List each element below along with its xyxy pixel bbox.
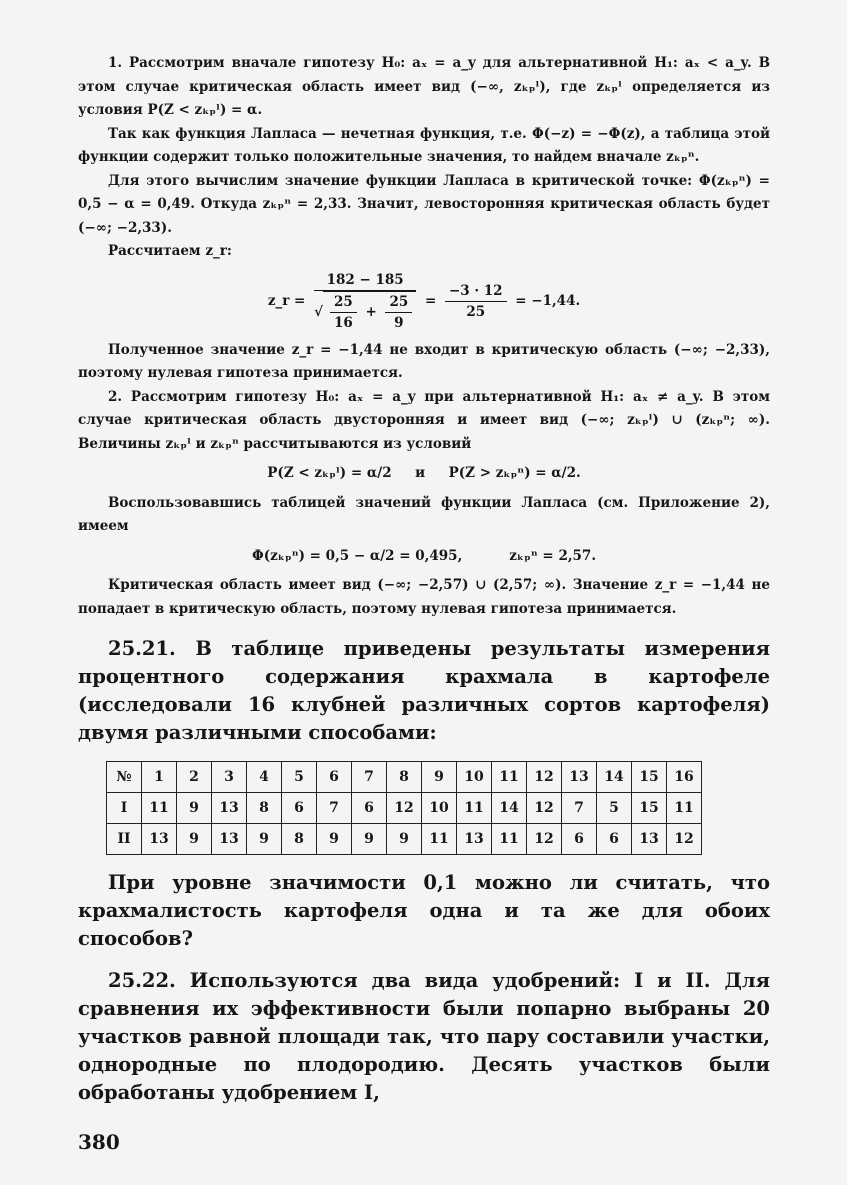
table-cell: 9	[352, 824, 387, 855]
table-cell: 11	[142, 793, 177, 824]
paragraph: 1. Рассмотрим вначале гипотезу H₀: aₓ = a_y для альтернативной H₁: aₓ < a_y. В этом случае критическая область имеет вид (−∞, zₖₚˡ), где zₖₚˡ определяется из условия P(Z < zₖₚˡ) = α.	[78, 55, 770, 118]
fraction-numerator: 182 − 185	[314, 270, 416, 291]
formula-lhs: z_r =	[267, 292, 306, 309]
problem-question	[78, 869, 770, 953]
table-cell: 7	[562, 793, 597, 824]
table-cell: 6	[317, 762, 352, 793]
table-cell: 13	[457, 824, 492, 855]
table-row	[107, 793, 702, 824]
table-cell: 13	[212, 824, 247, 855]
starch-table	[106, 761, 702, 855]
table-cell: 12	[527, 762, 562, 793]
fraction	[385, 292, 412, 333]
problem-statement	[78, 967, 770, 1107]
solution-text	[78, 52, 770, 621]
problem-text: В таблице приведены результаты измерения процентного содержания крахмала в картофеле (исследовали 16 клубней различных сортов картофеля) двумя различными способами:	[78, 637, 770, 744]
table-cell: 11	[492, 824, 527, 855]
condition-formula: P(Z < zₖₚˡ) = α/2 и P(Z > zₖₚⁿ) = α/2.	[267, 465, 581, 481]
fraction-denominator: 9	[394, 314, 404, 331]
formula-result: = −1,44.	[515, 292, 581, 309]
paragraph: Критическая область имеет вид (−∞; −2,57) ∪ (2,57; ∞). Значение z_r = −1,44 не попадает в критическую область, поэтому нулевая гипотеза принимается.	[78, 577, 770, 617]
equals-sign: =	[424, 292, 437, 309]
table-cell: 6	[352, 793, 387, 824]
sqrt	[323, 291, 416, 333]
table-cell: 7	[317, 793, 352, 824]
table-cell: 13	[142, 824, 177, 855]
problem-number: 25.21.	[108, 637, 176, 660]
table-cell: 7	[352, 762, 387, 793]
fraction-denominator: 25	[466, 303, 486, 320]
table-cell: 12	[667, 824, 702, 855]
table-cell: 5	[597, 793, 632, 824]
table-cell: 2	[177, 762, 212, 793]
table-cell: 13	[632, 824, 667, 855]
table-cell: 14	[492, 793, 527, 824]
fraction-numerator: 25	[330, 292, 357, 313]
table-cell: 13	[562, 762, 597, 793]
fraction	[330, 292, 357, 333]
paragraph: Для этого вычислим значение функции Лапласа в критической точке: Φ(zₖₚⁿ) = 0,5 − α = 0,49. Откуда zₖₚⁿ = 2,33. Значит, левосторонняя критическая область будет (−∞; −2,33).	[78, 172, 770, 236]
table-cell: 9	[177, 824, 212, 855]
table-cell: 13	[212, 793, 247, 824]
paragraph: 2. Рассмотрим гипотезу H₀: aₓ = a_y при альтернативной H₁: aₓ ≠ a_y. В этом случае критическая область двусторонняя и имеет вид (−∞; zₖₚˡ) ∪ (zₖₚⁿ; ∞). Величины zₖₚˡ и zₖₚⁿ рассчитываются из условий	[78, 388, 770, 452]
table-row	[107, 824, 702, 855]
table-cell: 11	[422, 824, 457, 855]
fraction-numerator: −3 · 12	[445, 281, 507, 302]
table-cell: 11	[667, 793, 702, 824]
fraction-numerator: 25	[385, 292, 412, 313]
paragraph: Воспользовавшись таблицей значений функции Лапласа (см. Приложение 2), имеем	[78, 494, 770, 534]
table-cell: 6	[597, 824, 632, 855]
table-cell: 11	[457, 793, 492, 824]
table-cell: 8	[387, 762, 422, 793]
table-cell: I	[107, 793, 142, 824]
table-cell: 12	[527, 793, 562, 824]
fraction	[445, 281, 507, 322]
paragraph: Полученное значение z_r = −1,44 не входит в критическую область (−∞; −2,33), поэтому нулевая гипотеза принимается.	[78, 341, 770, 381]
table-row	[107, 762, 702, 793]
table-cell: 11	[492, 762, 527, 793]
zr-formula	[78, 270, 770, 333]
paragraph: Так как функция Лапласа — нечетная функция, т.е. Φ(−z) = −Φ(z), а таблица этой функции содержит только положительные значения, то найдем вначале zₖₚⁿ.	[78, 125, 770, 165]
table-cell: 12	[527, 824, 562, 855]
problem-statement	[78, 635, 770, 747]
fraction-denominator: 16	[333, 314, 353, 331]
table-cell: 3	[212, 762, 247, 793]
table-cell: 9	[177, 793, 212, 824]
table-cell: 15	[632, 762, 667, 793]
table-cell: 15	[632, 793, 667, 824]
phi-formula: Φ(zₖₚⁿ) = 0,5 − α/2 = 0,495, zₖₚⁿ = 2,57.	[251, 547, 597, 564]
table-cell: 16	[667, 762, 702, 793]
question-text: При уровне значимости 0,1 можно ли считать, что крахмалистость картофеля одна и та же для обоих способов?	[78, 871, 770, 950]
problem-number: 25.22.	[108, 969, 176, 992]
fraction	[314, 270, 416, 333]
table-cell: 8	[247, 793, 282, 824]
fraction-denominator: √ $\frac{25}{16}$ + $\frac{25}{9}$	[314, 291, 416, 333]
table-cell: 8	[282, 824, 317, 855]
plus-sign: +	[365, 303, 377, 320]
table-cell: 12	[387, 793, 422, 824]
table-cell: 14	[597, 762, 632, 793]
table-cell: 9	[422, 762, 457, 793]
problem-25-21	[78, 635, 770, 747]
table-cell: 4	[247, 762, 282, 793]
table-cell: II	[107, 824, 142, 855]
table-cell: 10	[422, 793, 457, 824]
problem-text: Используются два вида удобрений: I и II. Для сравнения их эффективности были попарно выбраны 20 участков равной площади так, что пару составили участки, однородные по плодородию. Десять участков были обработаны удобрением I,	[78, 969, 770, 1104]
table-cell: 9	[317, 824, 352, 855]
page-number: 380	[78, 1130, 120, 1154]
table-cell: №	[107, 762, 142, 793]
table-cell: 1	[142, 762, 177, 793]
problem-25-22	[78, 967, 770, 1107]
table-cell: 6	[562, 824, 597, 855]
table-cell: 6	[282, 793, 317, 824]
table-cell: 10	[457, 762, 492, 793]
table-cell: 9	[247, 824, 282, 855]
table-cell: 5	[282, 762, 317, 793]
page-content	[78, 52, 770, 1107]
paragraph: Рассчитаем z_r:	[108, 243, 232, 259]
table-cell: 9	[387, 824, 422, 855]
